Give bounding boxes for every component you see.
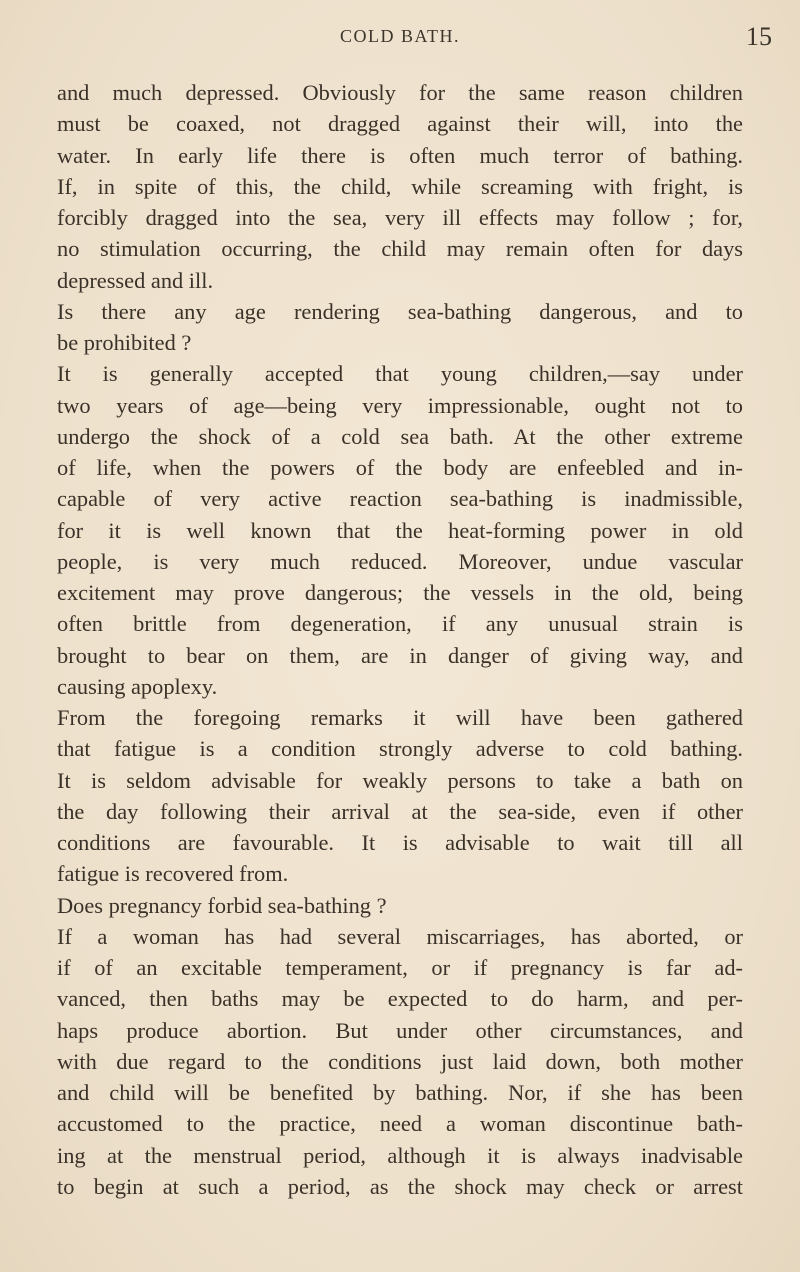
text-line: It is seldom advisable for weakly persons to take a bath on (57, 767, 743, 793)
page-number: 15 (746, 22, 772, 51)
body-text (57, 77, 743, 1202)
text-line: no stimulation occurring, the child may remain often for days (57, 236, 743, 262)
text-line: that fatigue is a condition strongly adverse to cold bathing. (57, 736, 743, 762)
text-line: if of an excitable temperament, or if pregnancy is far ad- (57, 955, 743, 980)
text-line: causing apoplexy. (57, 673, 218, 699)
text-line: and much depressed. Obviously for the same reason children (57, 80, 743, 105)
text-line: forcibly dragged into the sea, very ill effects may follow ; for, (57, 205, 743, 230)
text-line: brought to bear on them, are in danger of giving way, and (57, 642, 743, 668)
text-line: the day following their arrival at the sea-side, even if other (57, 798, 743, 824)
text-line: depressed and ill. (57, 267, 214, 293)
text-line: Is there any age rendering sea-bathing dangerous, and to (57, 298, 743, 324)
text-line: haps produce abortion. But under other circumstances, and (57, 1017, 743, 1043)
text-line: It is generally accepted that young children,—say under (57, 361, 743, 387)
text-line: vanced, then baths may be expected to do harm, and per- (57, 986, 743, 1012)
text-line: If, in spite of this, the child, while screaming with fright, is (57, 173, 743, 199)
text-line: water. In early life there is often much terror of bathing. (57, 142, 743, 168)
text-line: and child will be benefited by bathing. Nor, if she has been (57, 1080, 743, 1105)
text-line: be prohibited ? (57, 330, 192, 355)
text-line: fatigue is recovered from. (57, 861, 289, 887)
text-line: for it is well known that the heat-forming power in old (57, 517, 743, 543)
text-line: Does pregnancy forbid sea-bathing ? (57, 892, 387, 918)
text-line: accustomed to the practice, need a woman discontinue bath- (57, 1111, 743, 1137)
text-line: with due regard to the conditions just laid down, both mother (57, 1048, 743, 1074)
text-line: to begin at such a period, as the shock may check or arrest (57, 1173, 743, 1199)
text-line: If a woman has had several miscarriages, has aborted, or (57, 923, 743, 949)
text-line: must be coaxed, not dragged against their will, into the (57, 111, 743, 137)
text-line: ing at the menstrual period, although it is always inadvisable (57, 1142, 743, 1168)
text-line: From the foregoing remarks it will have been gathered (57, 705, 743, 730)
text-line: excitement may prove dangerous; the vessels in the old, being (57, 580, 743, 605)
text-line: undergo the shock of a cold sea bath. At the other extreme (57, 423, 743, 449)
text-line: capable of very active reaction sea-bathing is inadmissible, (57, 486, 743, 512)
running-head (0, 22, 800, 52)
text-line: of life, when the powers of the body are enfeebled and in- (57, 455, 743, 480)
text-line: people, is very much reduced. Moreover, undue vascular (57, 548, 743, 574)
text-line: conditions are favourable. It is advisable to wait till all (57, 830, 743, 855)
text-line: often brittle from degeneration, if any unusual strain is (57, 611, 743, 637)
running-title: COLD BATH. (339, 26, 460, 46)
text-line: two years of age—being very impressionable, ought not to (57, 392, 743, 418)
